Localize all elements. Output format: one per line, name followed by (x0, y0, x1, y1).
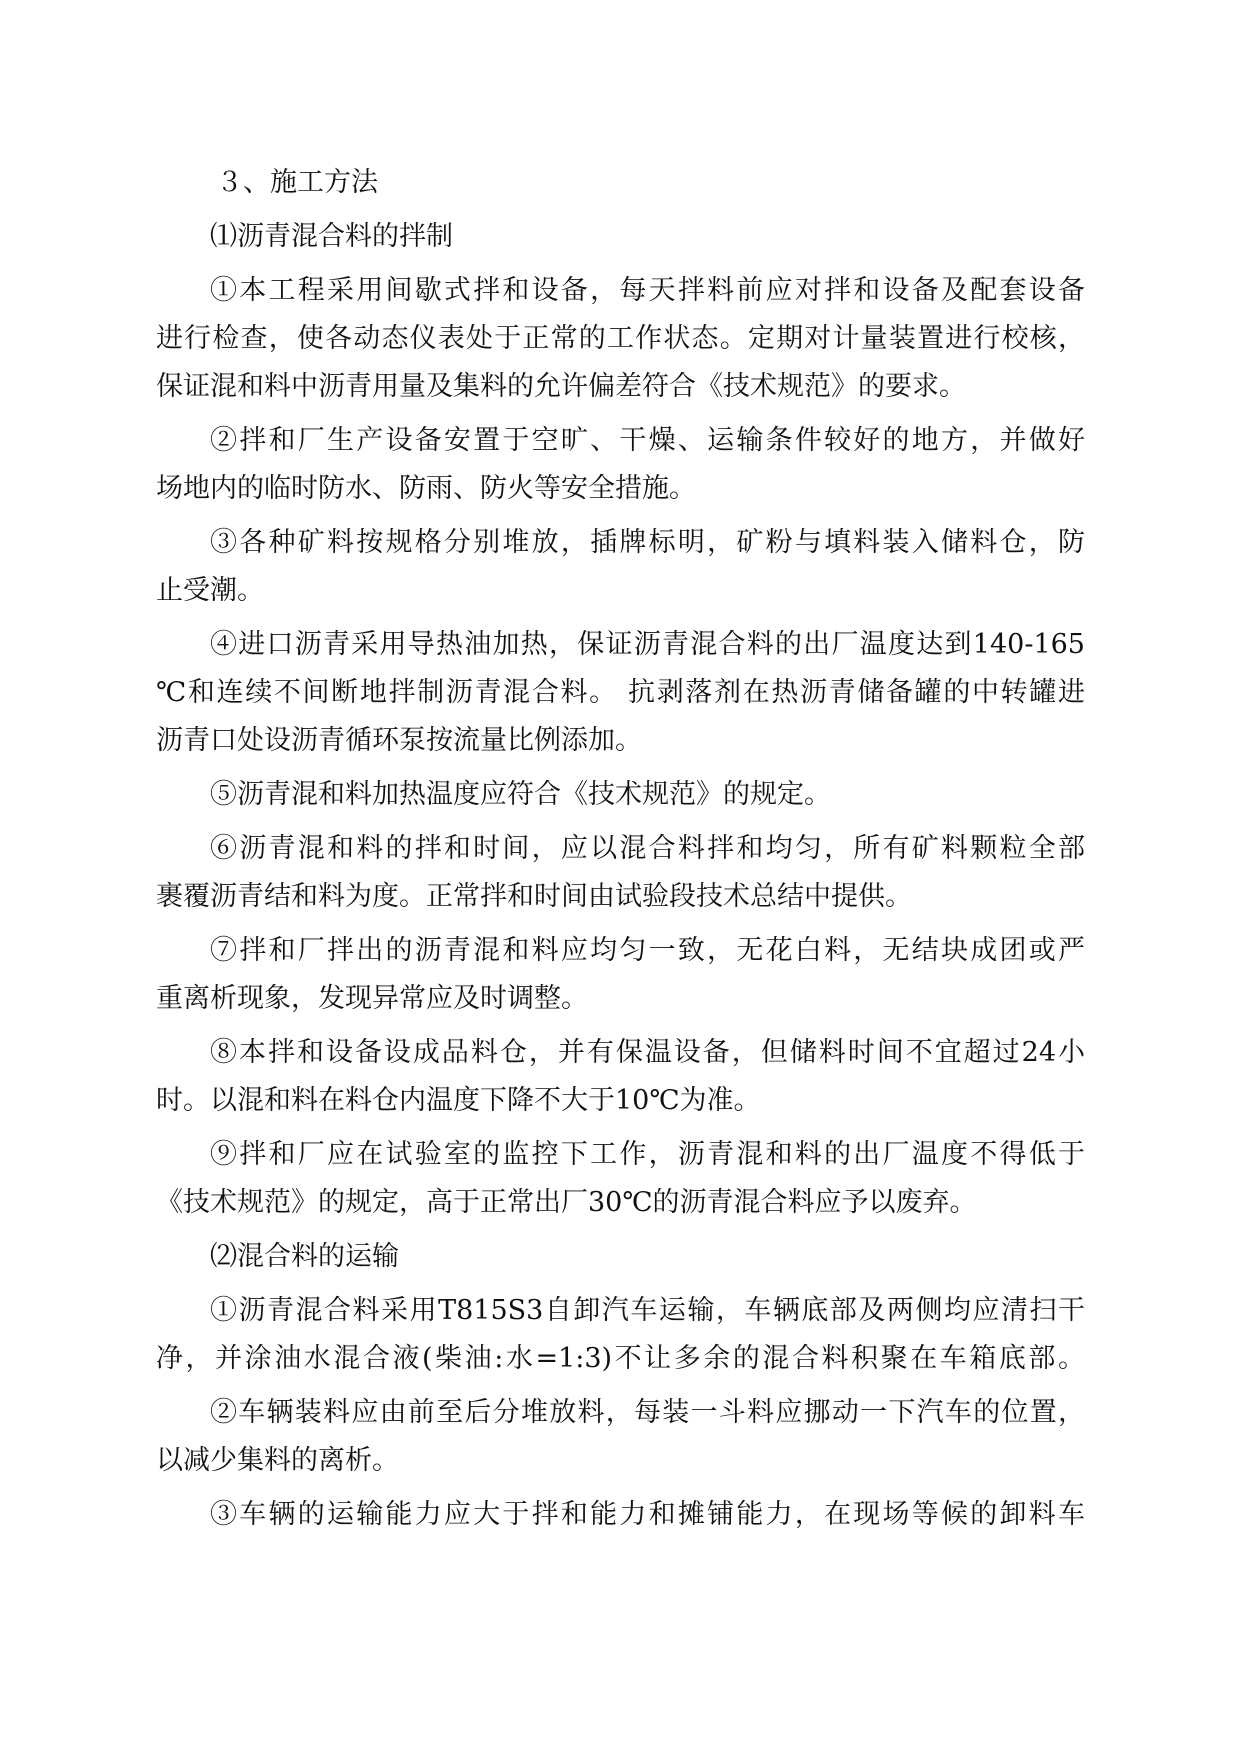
paragraph-line: 重离析现象，发现异常应及时调整。 (156, 983, 588, 1014)
paragraph-line: 裹覆沥青结和料为度。正常拌和时间由试验段技术总结中提供。 (156, 881, 912, 912)
paragraph-line: ⑧本拌和设备设成品料仓，并有保温设备，但储料时间不宜超过24小 (210, 1037, 1085, 1068)
paragraph-line: 《技术规范》的规定，高于正常出厂30℃的沥青混合料应予以废弃。 (156, 1187, 977, 1218)
paragraph-line: ⑨拌和厂应在试验室的监控下工作，沥青混和料的出厂温度不得低于 (210, 1139, 1085, 1170)
subsection-heading: ⑵混合料的运输 (210, 1241, 399, 1272)
paragraph-line: ②拌和厂生产设备安置于空旷、干燥、运输条件较好的地方，并做好 (210, 425, 1085, 456)
paragraph-line: ℃和连续不间断地拌制沥青混合料。 抗剥落剂在热沥青储备罐的中转罐进 (156, 677, 1085, 708)
paragraph-line: 保证混和料中沥青用量及集料的允许偏差符合《技术规范》的要求。 (156, 371, 966, 402)
paragraph-line: ①本工程采用间歇式拌和设备，每天拌料前应对拌和设备及配套设备 (210, 275, 1085, 306)
paragraph-line: ④进口沥青采用导热油加热，保证沥青混合料的出厂温度达到140-165 (210, 629, 1085, 660)
section-heading: ３、施工方法 (216, 167, 378, 198)
paragraph-line: ①沥青混合料采用T815S3自卸汽车运输，车辆底部及两侧均应清扫干 (210, 1295, 1085, 1326)
paragraph-line: 进行检查，使各动态仪表处于正常的工作状态。定期对计量装置进行校核， (156, 323, 1085, 354)
paragraph-line: ③各种矿料按规格分别堆放，插牌标明，矿粉与填料装入储料仓，防 (210, 527, 1085, 558)
paragraph-line: ②车辆装料应由前至后分堆放料，每装一斗料应挪动一下汽车的位置， (210, 1397, 1085, 1428)
paragraph-line: ⑦拌和厂拌出的沥青混和料应均匀一致，无花白料，无结块成团或严 (210, 935, 1085, 966)
paragraph-line: 时。以混和料在料仓内温度下降不大于10℃为准。 (156, 1085, 761, 1116)
paragraph-line: 场地内的临时防水、防雨、防火等安全措施。 (156, 473, 696, 504)
paragraph-line: 止受潮。 (156, 575, 264, 606)
paragraph-line: 以减少集料的离析。 (156, 1445, 399, 1476)
paragraph-line: ③车辆的运输能力应大于拌和能力和摊铺能力，在现场等候的卸料车 (210, 1499, 1085, 1530)
paragraph-line: ⑥沥青混和料的拌和时间，应以混合料拌和均匀，所有矿料颗粒全部 (210, 833, 1085, 864)
paragraph-line: 净，并涂油水混合液(柴油:水=1:3)不让多余的混合料积聚在车箱底部。 (156, 1343, 1085, 1374)
paragraph-line: 沥青口处设沥青循环泵按流量比例添加。 (156, 725, 642, 756)
paragraph-line: ⑤沥青混和料加热温度应符合《技术规范》的规定。 (210, 779, 831, 810)
subsection-heading: ⑴沥青混合料的拌制 (210, 221, 453, 252)
